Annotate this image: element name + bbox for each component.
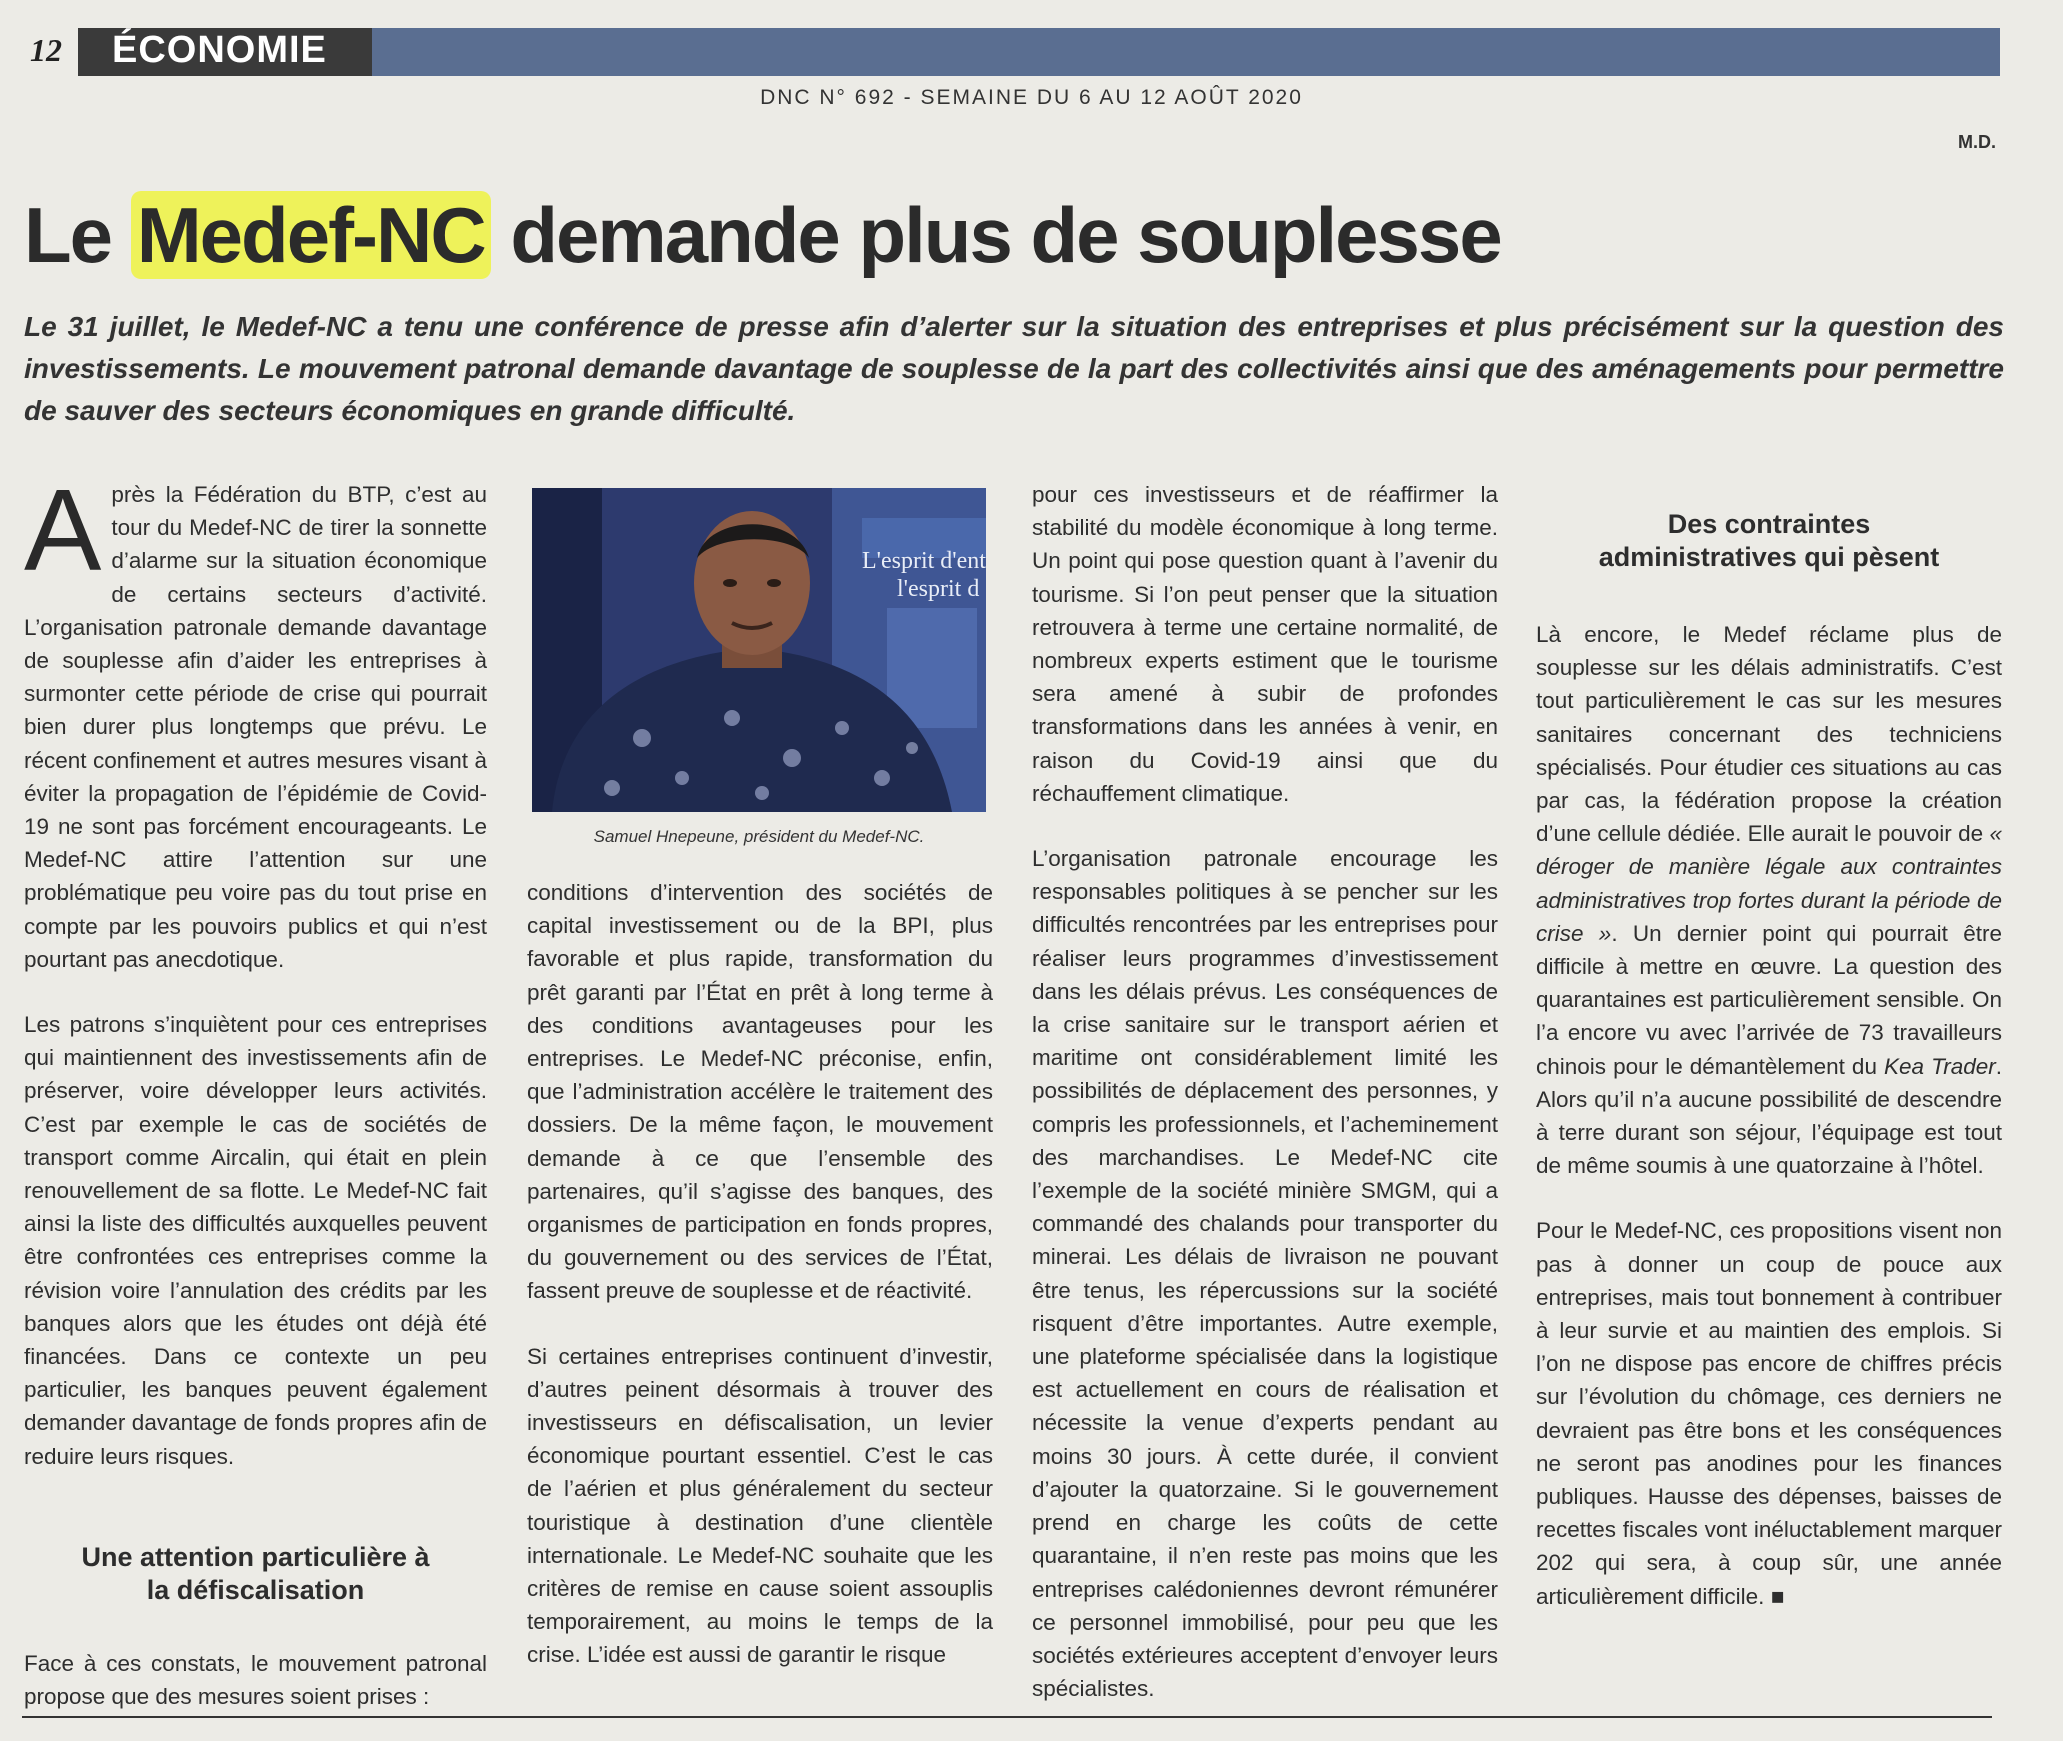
col1-paragraph-2: Les patrons s’inquiètent pour ces entreprises qui maintiennent des investissements afin de préserver, voire développer leurs activités. C’est par exemple le cas de sociétés de transport comme Aircalin, qui était en plein renouvellement de sa flotte. Le Medef-NC fait ainsi la liste des difficultés auxquelles peuvent être confrontées ces entreprises comme la révision voire l’annulation des crédits par les banques alors que les études ont déjà été financées. Dans ce contexte un peu particulier, les banques peuvent également demander davantage de fonds propres afin de reduire leurs risques. — [24, 1012, 487, 1469]
column-2 — [527, 876, 993, 1672]
col2-paragraph-2: Si certaines entreprises continuent d’investir, d’autres peinent désormais à trouver des investisseurs en défiscalisation, un levier économique pourtant essentiel. C’est le cas de l’aérien et plus généralement du secteur touristique à destination d’une clientèle internationale. Le Medef-NC souhaite que les critères de remise en cause soient assouplis temporairement, au moins le temps de la crise. L’idée est aussi de garantir le risque — [527, 1343, 993, 1668]
col4-p2-text: Pour le Medef-NC, ces propositions visent non pas à donner un coup de pouce aux entreprises, mais tout bonnement à contribuer à leur survie et au maintien des emplois. Si l’on ne dispose pas encore de chiffres précis sur l’évolution du chômage, ces derniers ne devraient pas être bons et les conséquences ne seront pas anodines pour les finances publiques. Hausse des dépenses, baisses de recettes fiscales vont inéluctablement marquer 202 qui sera, à coup sûr, une année articulièrement difficile. — [1536, 1218, 2002, 1609]
end-mark-icon: ■ — [1770, 1583, 1785, 1609]
col1-paragraph-3: Face à ces constats, le mouvement patronal propose que des mesures soient prises : — [24, 1650, 487, 1710]
drop-cap: A — [24, 465, 102, 595]
page-number: 12 — [30, 32, 62, 68]
col4-paragraph-1 — [1536, 618, 2002, 1182]
ship-name: Kea Trader — [1884, 1053, 1996, 1079]
col4-quote: « déroger de manière légale aux contraintes administratives trop fortes durant la période de crise » — [1536, 821, 2002, 946]
col4-p1-b: . Un dernier point qui pourrait être difficile à mettre en œuvre. La question des quarantaines est particulièrement sensible. On l’a encore vu avec l’arrivée de 73 travailleurs chinois pour le démantèlement du — [1536, 920, 2002, 1079]
headline-part1: Le — [24, 191, 112, 279]
headline-highlight: Medef-NC — [131, 191, 491, 279]
col3-paragraph-1: pour ces investisseurs et de réaffirmer la stabilité du modèle économique à long terme. Un point qui pose question quant à l’avenir du tourisme. Si l’on peut penser que la situation retrouvera à terme une certaine normalité, de nombreux experts estiment que le tourisme sera amené à subir de profondes transformations dans les années à venir, en raison du Covid-19 ainsi que du réchauffement climatique. — [1032, 482, 1498, 806]
headline-part2: demande plus de souplesse — [510, 191, 1501, 279]
bottom-rule — [22, 1716, 1992, 1718]
lead-paragraph: Le 31 juillet, le Medef-NC a tenu une conférence de presse afin d’alerter sur la situation des entreprises et plus précisément sur la question des investissements. Le mouvement patronal demande davantage de souplesse de la part des collectivités ainsi que des aménagements pour permettre de sauver des secteurs économiques en grande difficulté. — [24, 311, 2004, 426]
rubric-stripe — [372, 28, 2000, 76]
portrait-photo — [532, 488, 986, 812]
column-1 — [24, 465, 487, 1713]
col1-paragraph-1 — [24, 465, 487, 976]
subheading-contraintes: Des contraintes administratives qui pèsent — [1598, 509, 1940, 572]
banner-text-2: l'esprit d — [897, 576, 980, 602]
banner-text-1: L'esprit d'ent — [862, 548, 986, 574]
col3-paragraph-2: L’organisation patronale encourage les responsables politiques à se pencher sur les difficultés rencontrées par les entreprises pour réaliser leurs programmes d’investissement dans les délais prévus. Les conséquences de la crise sanitaire sur le transport aérien et maritime ont considérablement limité les possibilités de déplacement des personnes, y compris les professionnels, et l’acheminement des marchandises. Le Medef-NC cite l’exemple de la société minière SMGM, qui a commandé des chalands pour transporter du minerai. Les délais de livraison ne pouvant être tenus, les répercussions sur la société risquent d’être importantes. Autre exemple, une plateforme spécialisée dans la logistique est actuellement en cours de réalisation et nécessite la venue d’experts pendant au moins 30 jours. À cette durée, il convient d’ajouter la quatorzaine. Si le gouvernement prend en charge les coûts de cette quarantaine, il n’en reste pas moins que les entreprises calédoniennes devront rémunérer ce personnel immobilisé, pour peu que les sociétés extérieures acceptent d’envoyer leurs spécialistes. — [1032, 846, 1498, 1702]
col4-p1-a: Là encore, le Medef réclame plus de souplesse sur les délais administratifs. C’est tout particulièrement le cas sur les mesures sanitaires concernant des techniciens spécialisés. Pour étudier ces situations au cas par cas, la fédération propose la création d’une cellule dédiée. Elle aurait le pouvoir de — [1536, 622, 2002, 847]
issue-line: DNC N° 692 - SEMAINE DU 6 AU 12 AOÛT 2020 — [760, 86, 1303, 109]
subheading-defiscalisation: Une attention particulière à la défiscalisation — [81, 1541, 430, 1605]
col1-p1-text: près la Fédération du BTP, c’est au tour du Medef-NC de tirer la sonnette d’alarme sur la situation économique de certains secteurs d’activité. L’organisation patronale demande davantage de souplesse afin d’aider les entreprises à surmonter cette période de crise qui pourrait bien durer plus longtemps que prévu. Le récent confinement et autres mesures visant à éviter la propagation de l’épidémie de Covid-19 ne sont pas forcément encourageants. Le Medef-NC attire l’attention sur une problématique peu voire pas du tout prise en compte par les pouvoirs publics et qui n’est pourtant pas anecdotique. — [24, 482, 487, 972]
photo-caption: Samuel Hnepeune, président du Medef-NC. — [593, 827, 925, 846]
col4-paragraph-2 — [1536, 1214, 2002, 1612]
portrait-illustration — [532, 488, 986, 812]
column-4 — [1536, 508, 2002, 1613]
col4-p1-c: . Alors qu’il n’a aucune possibilité de descendre à terre durant son séjour, l’équipage est tout de même soumis à une quatorzaine à l’hôtel. — [1536, 1053, 2002, 1179]
col2-paragraph-1: conditions d’intervention des sociétés de capital investissement ou de la BPI, plus favorable et plus rapide, transformation du prêt garanti par l’État en prêt à long terme à des conditions avantageuses pour les entreprises. Le Medef-NC préconise, enfin, que l’administration accélère le traitement des dossiers. De la même façon, le mouvement demande à ce que l’ensemble des partenaires, qu’il s’agisse des banques, des organismes de participation en fonds propres, du gouvernement ou des services de l’État, fassent preuve de souplesse et de réactivité. — [527, 880, 993, 1304]
rubric-label: ÉCONOMIE — [112, 29, 327, 71]
column-3 — [1032, 478, 1498, 1705]
author-initials: M.D. — [1958, 132, 1996, 152]
headline — [24, 190, 1501, 281]
